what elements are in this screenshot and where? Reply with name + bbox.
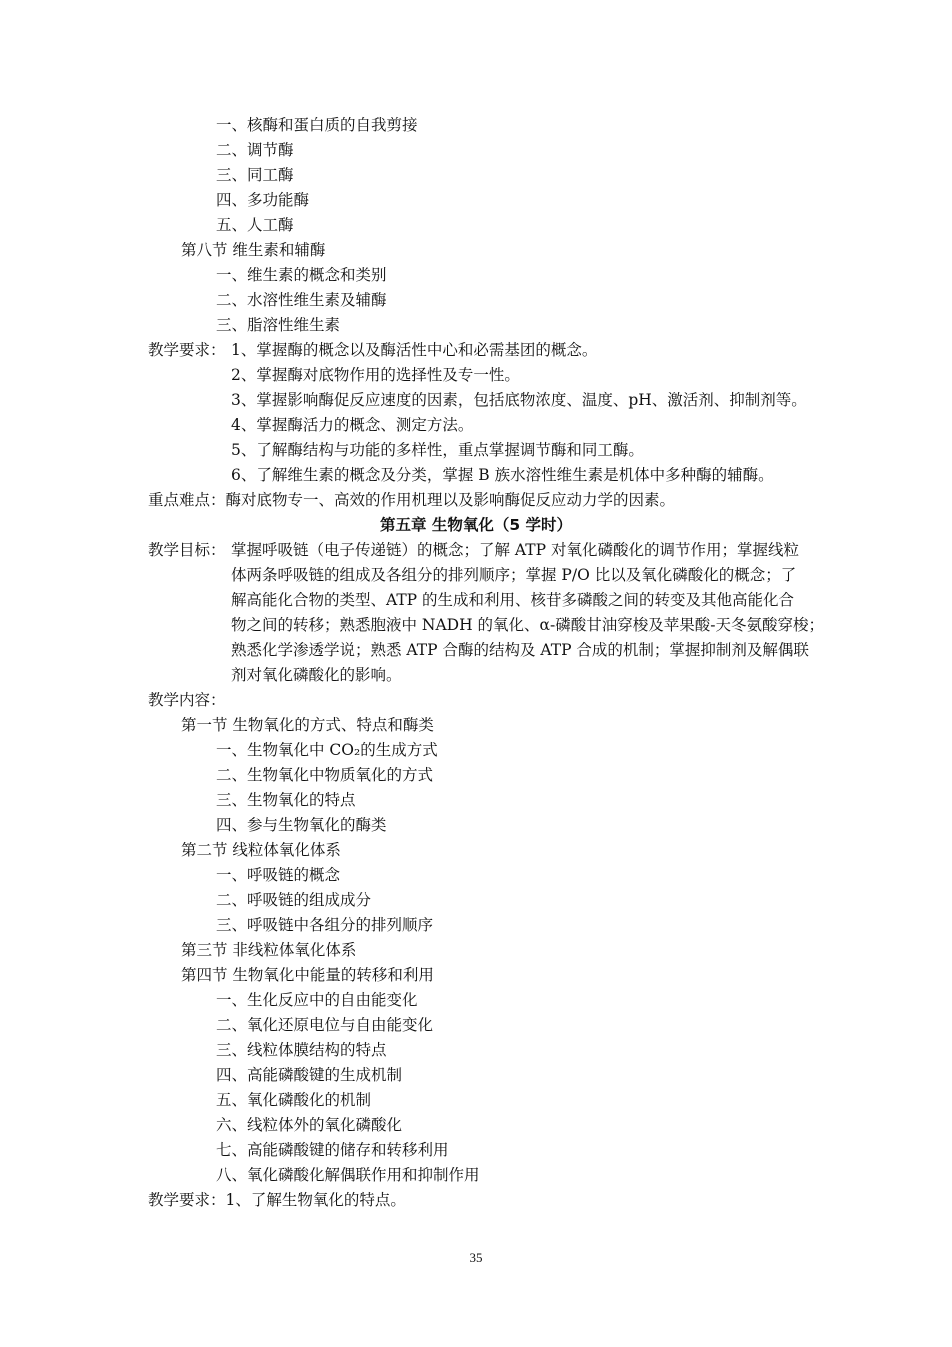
list-item: 四、多功能酶: [216, 191, 310, 209]
section-heading: 第四节 生物氧化中能量的转移和利用: [181, 966, 434, 984]
list-item: 一、维生素的概念和类别: [216, 266, 387, 284]
section-heading: 第三节 非线粒体氧化体系: [181, 941, 357, 959]
list-item: 一、生化反应中的自由能变化: [216, 991, 418, 1009]
list-item: 三、呼吸链中各组分的排列顺序: [216, 916, 434, 934]
requirements-label: 教学要求：: [148, 341, 226, 359]
requirement-item: 2、掌握酶对底物作用的选择性及专一性。: [231, 366, 520, 384]
list-item: 二、呼吸链的组成成分: [216, 891, 372, 909]
list-item: 五、氧化磷酸化的机制: [216, 1091, 372, 1109]
section-heading: 第八节 维生素和辅酶: [181, 241, 326, 259]
requirement-item: 4、掌握酶活力的概念、测定方法。: [231, 416, 474, 434]
requirement-item: 3、掌握影响酶促反应速度的因素，包括底物浓度、温度、pH、激活剂、抑制剂等。: [231, 391, 807, 409]
list-item: 三、同工酶: [216, 166, 294, 184]
list-item: 三、脂溶性维生素: [216, 316, 341, 334]
section-heading: 第一节 生物氧化的方式、特点和酶类: [181, 716, 434, 734]
section-heading: 第二节 线粒体氧化体系: [181, 841, 341, 859]
content-label: 教学内容：: [148, 691, 226, 709]
goals-line: 熟悉化学渗透学说；熟悉 ATP 合酶的结构及 ATP 合成的机制；掌握抑制剂及解偶联: [231, 641, 809, 659]
list-item: 一、核酶和蛋白质的自我剪接: [216, 116, 418, 134]
list-item: 五、人工酶: [216, 216, 294, 234]
chapter-title: 第五章 生物氧化（5 学时）: [379, 516, 573, 534]
list-item: 八、氧化磷酸化解偶联作用和抑制作用: [216, 1166, 480, 1184]
list-item: 一、呼吸链的概念: [216, 866, 341, 884]
list-item: 六、线粒体外的氧化磷酸化: [216, 1116, 403, 1134]
goals-line: 掌握呼吸链（电子传递链）的概念；了解 ATP 对氧化磷酸化的调节作用；掌握线粒: [231, 541, 799, 559]
goals-label: 教学目标：: [148, 541, 226, 559]
requirements-line: 教学要求：1、了解生物氧化的特点。: [148, 1191, 406, 1209]
page-number: 35: [469, 1250, 483, 1265]
list-item: 二、氧化还原电位与自由能变化: [216, 1016, 434, 1034]
list-item: 三、生物氧化的特点: [216, 791, 356, 809]
requirement-item: 5、了解酶结构与功能的多样性，重点掌握调节酶和同工酶。: [231, 441, 644, 459]
list-item: 二、水溶性维生素及辅酶: [216, 291, 387, 309]
goals-line: 物之间的转移；熟悉胞液中 NADH 的氧化、α-磷酸甘油穿梭及苹果酸-天冬氨酸穿梭；: [231, 616, 824, 634]
list-item: 四、参与生物氧化的酶类: [216, 816, 387, 834]
list-item: 二、调节酶: [216, 141, 294, 159]
goals-line: 解高能化合物的类型、ATP 的生成和利用、核苷多磷酸之间的转变及其他高能化合: [231, 591, 795, 609]
list-item: 二、生物氧化中物质氧化的方式: [216, 766, 434, 784]
requirement-item: 6、了解维生素的概念及分类，掌握 B 族水溶性维生素是机体中多种酶的辅酶。: [231, 466, 774, 484]
goals-line: 剂对氧化磷酸化的影响。: [231, 666, 402, 684]
list-item: 一、生物氧化中 CO₂的生成方式: [216, 741, 438, 759]
list-item: 三、线粒体膜结构的特点: [216, 1041, 387, 1059]
requirement-item: 1、掌握酶的概念以及酶活性中心和必需基团的概念。: [231, 341, 598, 359]
key-points: 重点难点：酶对底物专一、高效的作用机理以及影响酶促反应动力学的因素。: [148, 491, 676, 509]
list-item: 四、高能磷酸键的生成机制: [216, 1066, 403, 1084]
list-item: 七、高能磷酸键的储存和转移利用: [216, 1141, 449, 1159]
goals-line: 体两条呼吸链的组成及各组分的排列顺序；掌握 P/O 比以及氧化磷酸化的概念；了: [231, 566, 797, 584]
